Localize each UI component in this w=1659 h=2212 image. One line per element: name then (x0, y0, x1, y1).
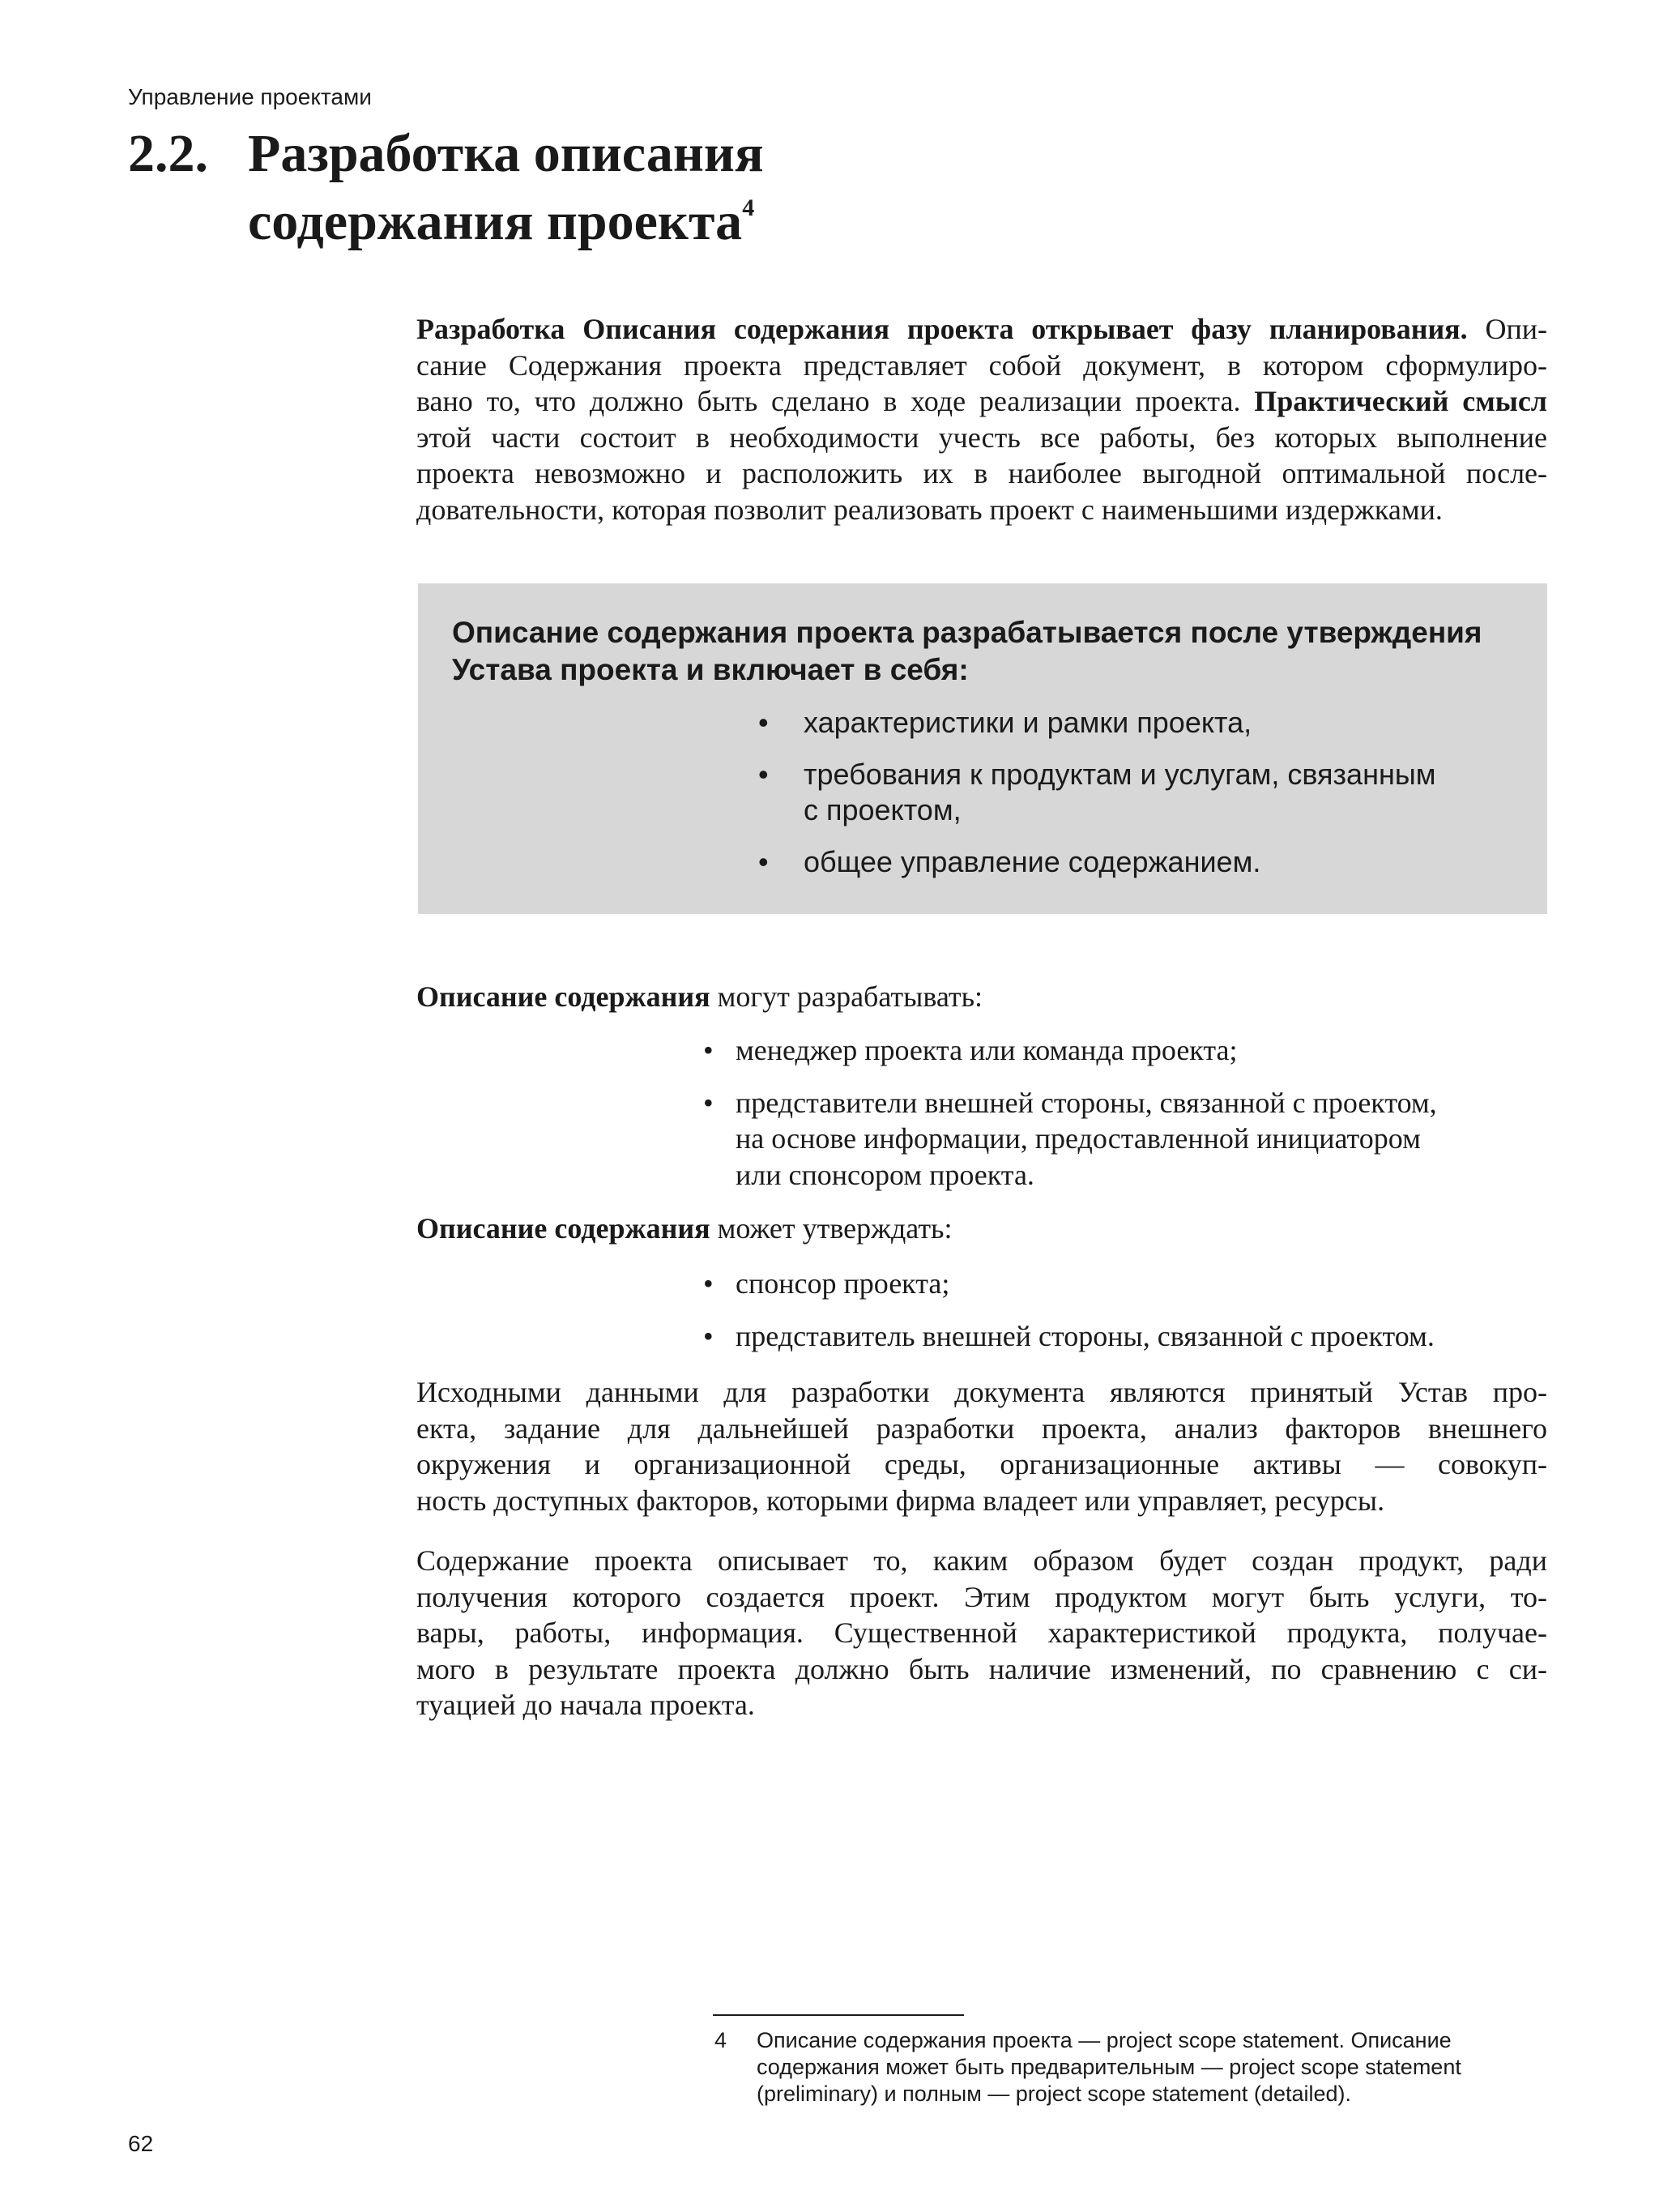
intro-lead-bold: Разработка Описания содержания проекта открывает фазу планирования. (416, 313, 1468, 345)
list-item-text: или спонсором проекта. (736, 1158, 1034, 1191)
footnote-line: содержания может быть предварительным — project scope statement (757, 2055, 1461, 2079)
intro-line: сание Содержания проекта представляет собой документ, в котором сформулиро- (416, 348, 1547, 382)
section-title-line-2 (248, 188, 1220, 256)
callout-title-line-1: Описание содержания проекта разрабатывается после утверждения (452, 616, 1482, 649)
paragraph-line: туацией до начала проекта. (416, 1689, 755, 1721)
bullet-icon: • (703, 1034, 714, 1066)
list-item-text: представители внешней стороны, связанной с проектом, (736, 1086, 1437, 1119)
list-item-text: с проектом, (804, 793, 962, 826)
paragraph-line: екта, задание для дальнейшей разработки проекта, анализ факторов внешнего (416, 1411, 1547, 1445)
callout-list (748, 705, 1478, 896)
footnote-reference[interactable]: 4 (742, 194, 755, 221)
list-item-text: на основе информации, предоставленной инициатором (736, 1122, 1421, 1155)
list-item-text: требования к продуктам и услугам, связанным (804, 758, 1436, 791)
paragraph-line: ность доступных факторов, которыми фирма владеет или управляет, ресурсы. (416, 1484, 1385, 1517)
list-item-text: характеристики и рамки проекта, (804, 706, 1252, 739)
footnote-line: (preliminary) и полным — project scope statement (detailed). (757, 2082, 1351, 2106)
list-item (748, 757, 1478, 828)
intro-line1-tail: Опи- (1467, 313, 1547, 345)
approvers-lead-tail: может утверждать: (710, 1212, 953, 1245)
list-item (703, 1266, 1562, 1302)
page-number: 62 (128, 2131, 154, 2156)
callout-title-line-2: Устава проекта и включает в себя: (452, 653, 969, 686)
content-paragraph (416, 1543, 1547, 1723)
bullet-icon: • (703, 1267, 714, 1300)
footnote-text (757, 2027, 1559, 2107)
intro-line3-bold: Практический смысл (1254, 385, 1547, 417)
developers-list (703, 1032, 1562, 1209)
list-item (703, 1085, 1562, 1194)
section-title-line-1: Разработка описания (248, 124, 764, 183)
intro-line (416, 383, 1547, 420)
callout-title (452, 614, 1521, 689)
list-item-text: спонсор проекта; (736, 1267, 950, 1300)
bullet-icon: • (758, 706, 769, 739)
list-item (748, 844, 1478, 880)
developers-lead-bold: Описание содержания (416, 980, 710, 1013)
intro-line: проекта невозможно и расположить их в наиболее выгодной оптимальной после- (416, 457, 1547, 489)
section-number: 2.2. (128, 124, 208, 183)
intro-paragraph (416, 311, 1547, 527)
section-title-line-2-text: содержания проекта (248, 192, 743, 251)
approvers-list (703, 1266, 1562, 1370)
list-item (703, 1032, 1562, 1069)
intro-line (416, 311, 1547, 348)
paragraph-line: окружения и организационной среды, организационные активы — совокуп- (416, 1448, 1547, 1480)
list-item-text: менеджер проекта или команда проекта; (736, 1034, 1238, 1066)
approvers-lead (416, 1211, 1547, 1247)
running-header: Управление проектами (128, 84, 372, 109)
footnote-number: 4 (714, 2028, 727, 2052)
approvers-lead-bold: Описание содержания (416, 1212, 710, 1245)
bullet-icon: • (758, 845, 769, 878)
bullet-icon: • (703, 1086, 714, 1119)
inputs-paragraph (416, 1374, 1547, 1518)
footnote-divider (713, 2014, 964, 2016)
paragraph-line: мого в результате проекта должно быть наличие изменений, по сравнению с си- (416, 1652, 1547, 1685)
list-item (703, 1318, 1562, 1355)
developers-lead-tail: могут разрабатывать: (710, 980, 983, 1013)
developers-lead (416, 979, 1547, 1015)
paragraph-line: вары, работы, информация. Существенной характеристикой продукта, получае- (416, 1616, 1547, 1649)
intro-line: довательности, которая позволит реализовать проект с наименьшими издержками. (416, 493, 1443, 526)
list-item-text: общее управление содержанием. (804, 845, 1261, 878)
paragraph-line: получения которого создается проект. Этим продуктом могут быть услуги, то- (416, 1580, 1547, 1613)
bullet-icon: • (758, 758, 769, 791)
intro-line: этой части состоит в необходимости учесть все работы, без которых выполнение (416, 421, 1547, 454)
callout-box (418, 583, 1547, 914)
bullet-icon: • (703, 1319, 714, 1352)
section-title (248, 120, 1220, 256)
intro-line3-pre: вано то, что должно быть сделано в ходе реализации проекта. (416, 385, 1255, 417)
paragraph-line: Исходными данными для разработки документа являются принятый Устав про- (416, 1376, 1547, 1408)
list-item-text: представитель внешней стороны, связанной с проектом. (736, 1319, 1435, 1352)
paragraph-line: Содержание проекта описывает то, каким образом будет создан продукт, ради (416, 1544, 1547, 1577)
list-item (748, 705, 1478, 741)
footnote-line: Описание содержания проекта — project scope statement. Описание (757, 2028, 1452, 2052)
